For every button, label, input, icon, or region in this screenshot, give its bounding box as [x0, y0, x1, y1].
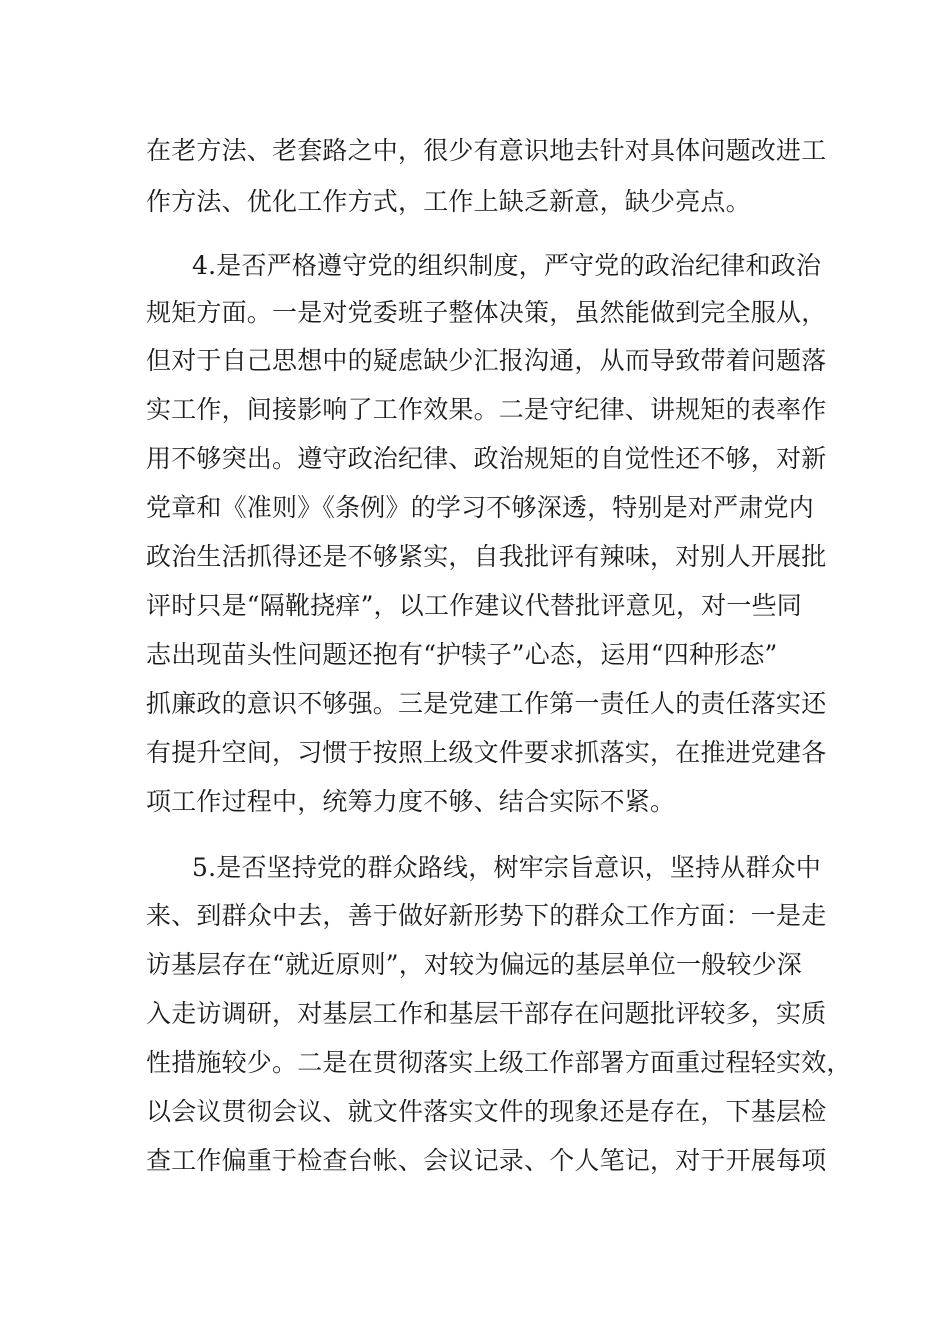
text-line: 访基层存在“就近原则”，对较为偏远的基层单位一般较少深: [146, 950, 802, 979]
text-line: 规矩方面。一是对党委班子整体决策，虽然能做到完全服从，: [146, 298, 827, 327]
paragraph-4-heading-line: 4.是否严格遵守党的组织制度，严守党的政治纪律和政治: [192, 251, 822, 280]
text-line: 项工作过程中，统筹力度不够、结合实际不紧。: [146, 787, 676, 816]
text-line: 作方法、优化工作方式，工作上缺乏新意，缺少亮点。: [146, 187, 751, 216]
text-line: 用不够突出。遵守政治纪律、政治规矩的自觉性还不够，对新: [146, 444, 827, 473]
text-line: 志出现苗头性问题还抱有“护犊子”心态，运用“四种形态”: [146, 640, 778, 669]
text-line: 实工作，间接影响了工作效果。二是守纪律、讲规矩的表率作: [146, 395, 827, 424]
text-line: 有提升空间，习惯于按照上级文件要求抓落实，在推进党建各: [146, 738, 827, 767]
text-line: 但对于自己思想中的疑虑缺少汇报沟通，从而导致带着问题落: [146, 346, 827, 375]
text-line: 抓廉政的意识不够强。三是党建工作第一责任人的责任落实还: [146, 689, 827, 718]
text-line: 评时只是“隔靴挠痒”，以工作建议代替批评意见，对一些同: [146, 591, 802, 620]
text-line: 查工作偏重于检查台帐、会议记录、个人笔记，对于开展每项: [146, 1146, 827, 1175]
text-line: 来、到群众中去，善于做好新形势下的群众工作方面：一是走: [146, 901, 827, 930]
text-line: 性措施较少。二是在贯彻落实上级工作部署方面重过程轻实效，: [146, 1048, 852, 1077]
text-line: 政治生活抓得还是不够紧实，自我批评有辣味，对别人开展批: [146, 542, 827, 571]
paragraph-5-heading-line: 5.是否坚持党的群众路线，树牢宗旨意识，坚持从群众中: [192, 853, 822, 882]
text-line: 以会议贯彻会议、就文件落实文件的现象还是存在，下基层检: [146, 1097, 827, 1126]
text-line: 在老方法、老套路之中，很少有意识地去针对具体问题改进工: [146, 136, 827, 165]
text-line: 入走访调研，对基层工作和基层干部存在问题批评较多，实质: [146, 999, 827, 1028]
text-line: 党章和《准则》《条例》的学习不够深透，特别是对严肃党内: [146, 493, 814, 522]
